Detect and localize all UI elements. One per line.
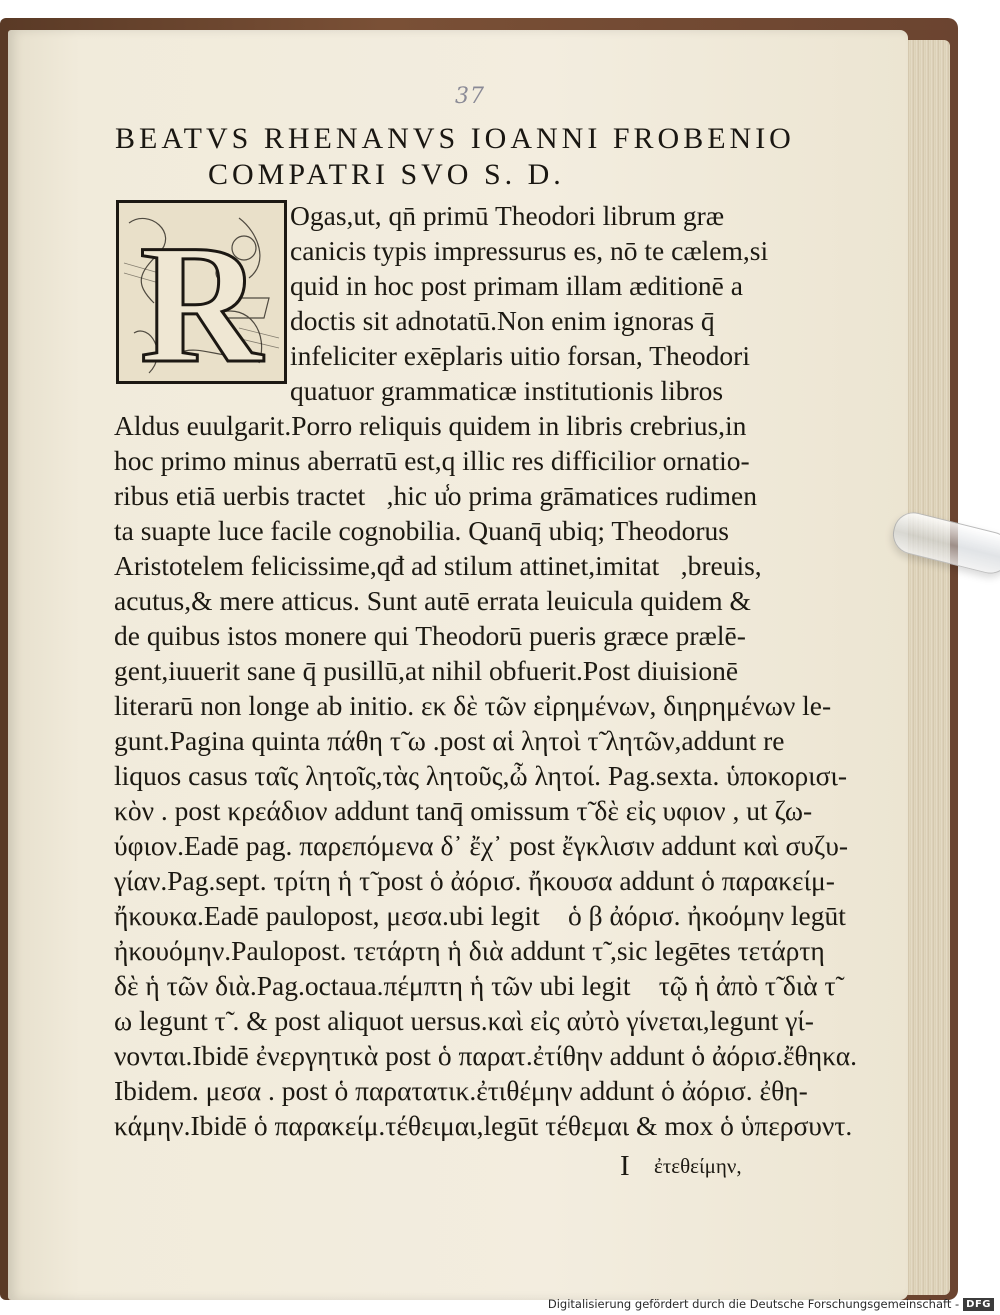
text-line: ἠκουόμην.Paulopost. τετάρτη ἡ διὰ addunt τ̃ ,sic legētes τετάρτη [114, 935, 825, 966]
text-line: infeliciter exēplaris uitio forsan, Theodori [290, 340, 750, 371]
text-line: ω legunt τ̃ . & post aliquot uersus.καὶ εἰς αὐτὸ γίνεται,legunt γί- [114, 1005, 814, 1036]
text-line: ύφιον.Eadē pag. παρεπόμενα δ᾽ ἔχ᾽ post ἔγκλισιν addunt καὶ συζυ- [114, 830, 849, 861]
initial-letter: R [139, 210, 263, 381]
text-line: de quibus istos monere qui Theodorū pueris græce prælē- [114, 620, 746, 651]
initial-woodcut-illustration [119, 203, 284, 381]
text-line: liquos casus ταῖς λητοῖς,τὰς λητοῦς,ὦ λητοί. Pag.sexta. ὑποκορισι- [114, 760, 848, 791]
text-line: νονται.Ibidē ἐνεργητικὰ post ὁ παρατ.ἐτίθην addunt ὁ ἀόρισ.ἔθηκα. [114, 1040, 857, 1071]
text-line: γίαν.Pag.sept. τρίτη ἡ τ̃ post ὁ ἀόρισ. ἤκουσα addunt ὁ παρακείμ- [114, 865, 835, 896]
digitization-credit [548, 1297, 994, 1311]
text-line: quatuor grammaticæ institutionis libros [290, 375, 724, 406]
heading-line-1: BEATVS RHENANVS IOANNI FROBENIO [115, 122, 795, 155]
text-line: Aristotelem felicissime,qđ ad stilum attinet,imitat᷑,breuis, [114, 550, 762, 581]
credit-text: Digitalisierung gefördert durch die Deutsche Forschungsgemeinschaft - [547, 1297, 960, 1311]
text-line: canicis typis impressurus es, nō te cælem,si [290, 235, 769, 266]
text-line: ta suapte luce facile cognobilia. Quanq̄ ubiq; Theodorus [114, 515, 730, 546]
text-line: gunt.Pagina quinta πάθη τ̃ ω .post αἱ λητοὶ τ̃ λητῶν,addunt re [114, 725, 785, 756]
text-line: quid in hoc post primam illam æditionē a [290, 270, 743, 301]
decorated-initial [116, 200, 287, 384]
text-line: κὸν . post κρεάδιον addunt tanq̄ omissum τ̃ δὲ εἰς υφιον , ut ζω- [114, 795, 813, 826]
text-line: Ogas,ut, qn̄ primū Theodori librum græ [290, 200, 725, 231]
signature-mark: I [620, 1150, 630, 1182]
folio-number: 37 [455, 84, 485, 109]
text-line: ἤκουκα.Eadē paulopost, μεσα.ubi legit᷑ ὁ β ἀόρισ. ἠκοόμην legūt [114, 900, 846, 931]
text-line: Ibidem. μεσα . post ὁ παρατατικ.ἐτιθέμην addunt ὁ ἀόρισ. ἐθη- [114, 1075, 808, 1106]
catchword: ἐτεθείμην, [654, 1154, 742, 1178]
text-line: ribus etiā uerbis tractet᷑,hic u̾o prima grāmatices rudimen [114, 480, 757, 511]
dfg-logo-icon: DFG [963, 1298, 994, 1311]
text-line: δὲ ἡ τῶν διὰ.Pag.octaua.πέμπτη ἡ τῶν ubi legit᷑ τῷ ἡ ἀπὸ τ̃ διὰ τ̃ [114, 970, 836, 1001]
text-line: literarū non longe ab initio. εκ δὲ τῶν εἰρημένων, διηρημένων le- [114, 690, 832, 721]
text-line: gent,iuuerit sane q̄ pusillū,at nihil obfuerit.Post diuisionē [114, 655, 739, 686]
text-line: acutus,& mere atticus. Sunt autē errata leuicula quidem & [114, 585, 751, 616]
text-line: κάμην.Ibidē ὁ παρακείμ.τέθειμαι,legūt τέθεμαι & mox ὁ ὑπερσυντ. [114, 1110, 853, 1141]
text-line: hoc primo minus aberratū est,q illic res difficilior ornatio- [114, 445, 750, 476]
text-line: Aldus euulgarit.Porro reliquis quidem in libris crebrius,in [114, 410, 747, 441]
heading-line-2: COMPATRI SVO S. D. [208, 158, 565, 191]
text-line: doctis sit adnotatū.Non enim ignoras q̄ [290, 305, 715, 336]
